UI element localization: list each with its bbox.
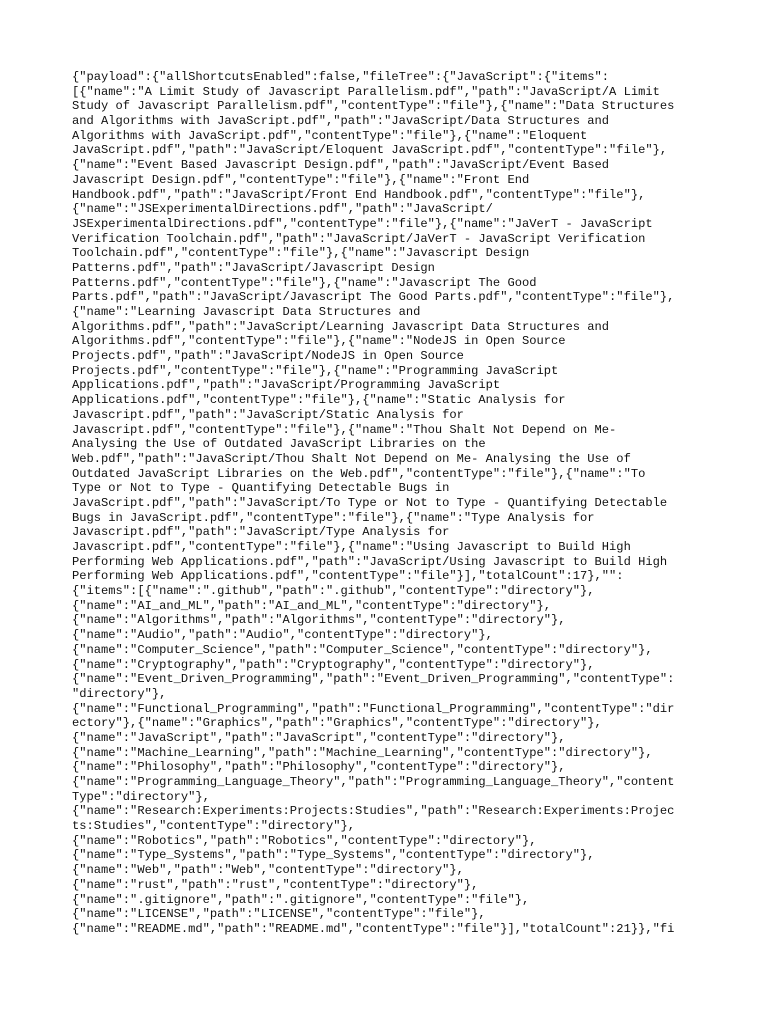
json-text-line: ts:Studies","contentType":"directory"},	[72, 819, 356, 834]
json-text-line: {"items":[{"name":".github","path":".github","contentType":"directory"},	[72, 584, 595, 599]
json-text-line: JSExperimentalDirections.pdf","contentType":"file"},{"name":"JaVerT - JavaScript	[72, 216, 653, 231]
json-text-line: and Algorithms with JavaScript.pdf","path":"JavaScript/Data Structures and	[72, 114, 610, 129]
json-text-line: Applications.pdf","path":"JavaScript/Programming JavaScript	[72, 378, 501, 393]
json-text-line: {"name":"Research:Experiments:Projects:Studies","path":"Research:Experiments:Projec	[72, 804, 675, 819]
json-text-line: {"name":"JSExperimentalDirections.pdf","path":"JavaScript/	[72, 202, 493, 217]
json-text-line: Bugs in JavaScript.pdf","contentType":"file"},{"name":"Type Analysis for	[72, 510, 595, 525]
raw-json-text	[72, 70, 702, 937]
json-text-line: {"name":"Programming_Language_Theory","path":"Programming_Language_Theory","content	[72, 775, 675, 789]
json-text-line: [{"name":"A Limit Study of Javascript Parallelism.pdf","path":"JavaScript/A Limit	[72, 84, 660, 99]
json-text-line: {"name":"Machine_Learning","path":"Machine_Learning","contentType":"directory"},	[72, 745, 653, 760]
json-text-line: Type":"directory"},	[72, 789, 210, 804]
json-text-line: Patterns.pdf","path":"JavaScript/Javascript Design	[72, 260, 435, 275]
json-text-line: Handbook.pdf","path":"JavaScript/Front End Handbook.pdf","contentType":"file"},	[72, 187, 646, 202]
json-text-line: Parts.pdf","path":"JavaScript/Javascript The Good Parts.pdf","contentType":"file"},	[72, 290, 675, 305]
json-text-line: {"name":"Robotics","path":"Robotics","contentType":"directory"},	[72, 833, 537, 848]
json-text-line: Algorithms.pdf","path":"JavaScript/Learning Javascript Data Structures and	[72, 319, 610, 334]
json-text-line: Toolchain.pdf","contentType":"file"},{"name":"Javascript Design	[72, 246, 530, 261]
json-text-line: Analysing the Use of Outdated JavaScript Libraries on the	[72, 437, 486, 452]
json-text-line: Performing Web Applications.pdf","path":"JavaScript/Using Javascript to Build High	[72, 554, 668, 569]
json-text-line: {"name":"AI_and_ML","path":"AI_and_ML","contentType":"directory"},	[72, 598, 551, 613]
json-text-line: {"name":".gitignore","path":".gitignore","contentType":"file"},	[72, 892, 530, 907]
json-text-line: {"name":"Computer_Science","path":"Computer_Science","contentType":"directory"},	[72, 642, 653, 657]
json-text-line: {"name":"Audio","path":"Audio","contentType":"directory"},	[72, 628, 493, 643]
json-text-line: Javascript.pdf","path":"JavaScript/Type Analysis for	[72, 525, 450, 540]
json-text-line: Javascript Design.pdf","contentType":"file"},{"name":"Front End	[72, 172, 530, 187]
json-text-line: {"name":"Functional_Programming","path":"Functional_Programming","contentType":"dir	[72, 701, 675, 716]
json-text-line: {"payload":{"allShortcutsEnabled":false,"fileTree":{"JavaScript":{"items":	[72, 70, 610, 84]
json-text-line: JavaScript.pdf","path":"JavaScript/Eloquent JavaScript.pdf","contentType":"file"},	[72, 143, 668, 158]
json-text-line: Javascript.pdf","contentType":"file"},{"name":"Using Javascript to Build High	[72, 540, 631, 554]
json-text-line: Projects.pdf","contentType":"file"},{"name":"Programming JavaScript	[72, 363, 559, 378]
json-text-line: Patterns.pdf","contentType":"file"},{"name":"Javascript The Good	[72, 275, 537, 290]
json-text-line: {"name":"Cryptography","path":"Cryptography","contentType":"directory"},	[72, 657, 595, 672]
json-text-line: {"name":"Type_Systems","path":"Type_Systems","contentType":"directory"},	[72, 848, 595, 863]
json-text-line: JavaScript.pdf","path":"JavaScript/To Type or Not to Type - Quantifying Detectable	[72, 495, 668, 510]
json-text-line: ectory"},{"name":"Graphics","path":"Graphics","contentType":"directory"},	[72, 716, 602, 731]
json-text-line: "directory"},	[72, 686, 167, 701]
json-text-line: {"name":"Philosophy","path":"Philosophy","contentType":"directory"},	[72, 760, 566, 775]
json-text-line: {"name":"Algorithms","path":"Algorithms","contentType":"directory"},	[72, 613, 566, 628]
json-text-line: Algorithms with JavaScript.pdf","contentType":"file"},{"name":"Eloquent	[72, 128, 588, 143]
json-text-line: Study of Javascript Parallelism.pdf","contentType":"file"},{"name":"Data Structures	[72, 99, 675, 114]
json-text-line: {"name":"rust","path":"rust","contentType":"directory"},	[72, 877, 479, 892]
json-text-line: {"name":"Event Based Javascript Design.pdf","path":"JavaScript/Event Based	[72, 158, 610, 173]
json-text-line: Performing Web Applications.pdf","contentType":"file"}],"totalCount":17},"":	[72, 569, 624, 584]
json-text-line: Verification Toolchain.pdf","path":"JavaScript/JaVerT - JavaScript Verification	[72, 231, 646, 246]
json-text-line: {"name":"Learning Javascript Data Structures and	[72, 305, 421, 319]
json-text-line: Web.pdf","path":"JavaScript/Thou Shalt Not Depend on Me- Analysing the Use of	[72, 451, 631, 466]
json-text-line: {"name":"Event_Driven_Programming","path":"Event_Driven_Programming","contentType":	[72, 672, 675, 687]
json-text-line: {"name":"README.md","path":"README.md","contentType":"file"}],"totalCount":21}},"fi	[72, 921, 675, 936]
json-text-line: Javascript.pdf","contentType":"file"},{"name":"Thou Shalt Not Depend on Me-	[72, 422, 617, 437]
json-text-line: Outdated JavaScript Libraries on the Web.pdf","contentType":"file"},{"name":"To	[72, 466, 646, 481]
json-text-line: Projects.pdf","path":"JavaScript/NodeJS in Open Source	[72, 349, 464, 364]
json-text-line: Algorithms.pdf","contentType":"file"},{"name":"NodeJS in Open Source	[72, 334, 566, 349]
json-text-line: {"name":"JavaScript","path":"JavaScript","contentType":"directory"},	[72, 730, 566, 745]
json-text-line: Applications.pdf","contentType":"file"},{"name":"Static Analysis for	[72, 393, 566, 408]
json-text-line: Type or Not to Type - Quantifying Detectable Bugs in	[72, 481, 450, 496]
json-text-line: {"name":"Web","path":"Web","contentType":"directory"},	[72, 863, 464, 878]
json-text-line: {"name":"LICENSE","path":"LICENSE","contentType":"file"},	[72, 907, 486, 922]
json-text-line: Javascript.pdf","path":"JavaScript/Static Analysis for	[72, 407, 464, 422]
